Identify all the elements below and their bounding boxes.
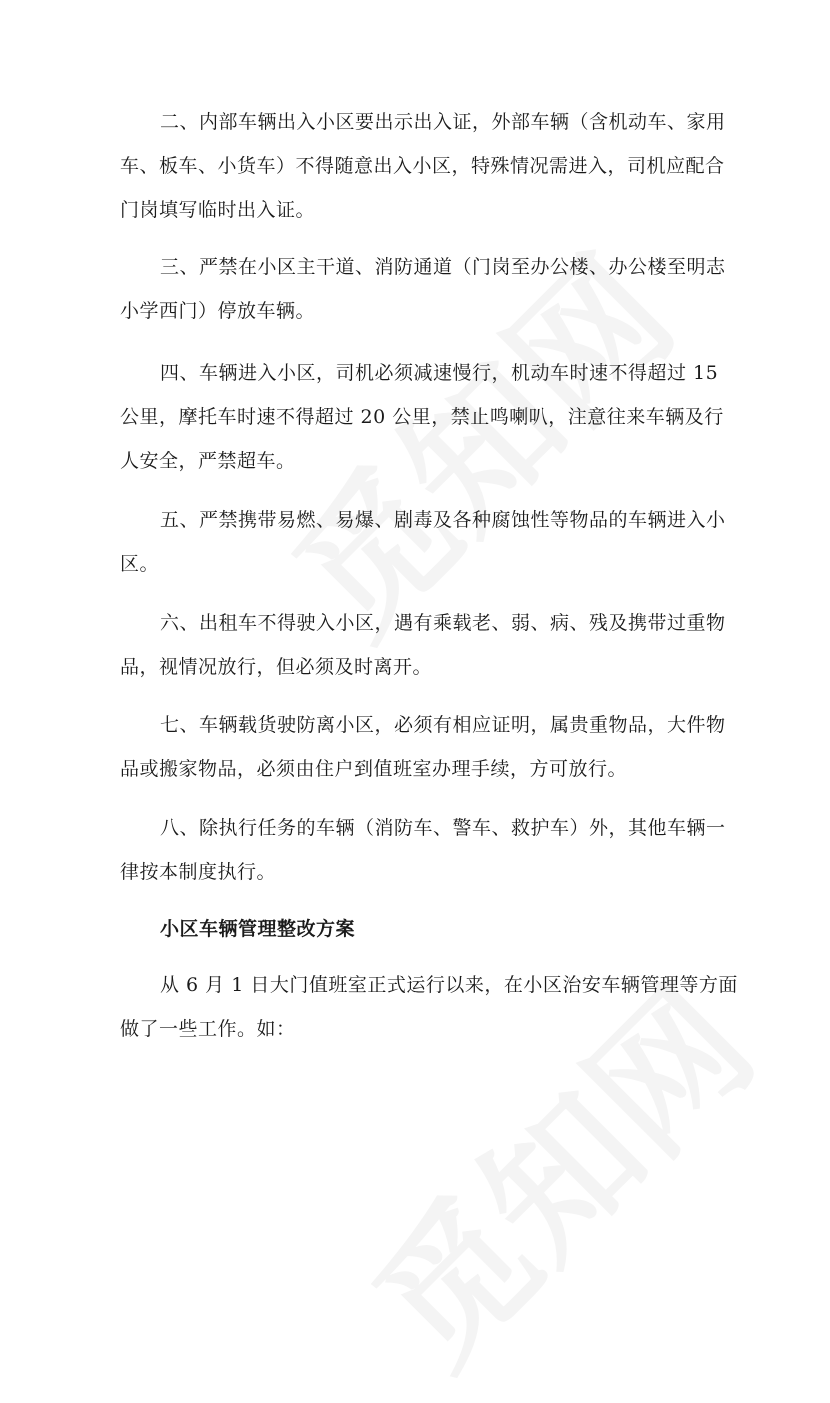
paragraph-line: 七、车辆载货驶防离小区，必须有相应证明，属贵重物品，大件物 <box>160 714 726 736</box>
paragraph-line: 三、严禁在小区主干道、消防通道（门岗至办公楼、办公楼至明志 <box>160 256 726 278</box>
paragraph-line: 车、板车、小货车）不得随意出入小区，特殊情况需进入，司机应配合 <box>120 155 725 177</box>
paragraph-line: 二、内部车辆出入小区要出示出入证，外部车辆（含机动车、家用 <box>160 111 726 133</box>
paragraph-line: 人安全，严禁超车。 <box>120 450 296 472</box>
paragraph-rule-6 <box>120 601 726 689</box>
intro-paragraph <box>120 963 738 1051</box>
paragraph-line: 六、出租车不得驶入小区，遇有乘载老、弱、病、残及携带过重物 <box>160 612 726 634</box>
paragraph-line: 四、车辆进入小区，司机必须减速慢行，机动车时速不得超过 15 <box>160 362 719 384</box>
paragraph-rule-2 <box>120 100 726 232</box>
paragraph-line: 小学西门）停放车辆。 <box>120 300 316 322</box>
paragraph-line: 律按本制度执行。 <box>120 861 277 883</box>
paragraph-line: 五、严禁携带易燃、易爆、剧毒及各种腐蚀性等物品的车辆进入小 <box>160 509 726 531</box>
paragraph-rule-8 <box>120 806 726 894</box>
section-title <box>120 907 720 951</box>
paragraph-rule-7 <box>120 703 726 791</box>
paragraph-line: 品或搬家物品，必须由住户到值班室办理手续，方可放行。 <box>120 758 628 780</box>
paragraph-rule-4 <box>120 351 724 483</box>
paragraph-line: 做了一些工作。如： <box>120 1018 296 1040</box>
paragraph-line: 从 6 月 1 日大门值班室正式运行以来，在小区治安车辆管理等方面 <box>160 974 738 996</box>
paragraph-line: 公里，摩托车时速不得超过 20 公里，禁止鸣喇叭，注意往来车辆及行 <box>120 406 724 428</box>
paragraph-rule-5 <box>120 498 726 586</box>
paragraph-line: 门岗填写临时出入证。 <box>120 199 316 221</box>
section-title-text: 小区车辆管理整改方案 <box>160 918 356 940</box>
paragraph-rule-3 <box>120 245 726 333</box>
paragraph-line: 品，视情况放行，但必须及时离开。 <box>120 656 433 678</box>
paragraph-line: 八、除执行任务的车辆（消防车、警车、救护车）外，其他车辆一 <box>160 817 726 839</box>
paragraph-line: 区。 <box>120 553 160 575</box>
